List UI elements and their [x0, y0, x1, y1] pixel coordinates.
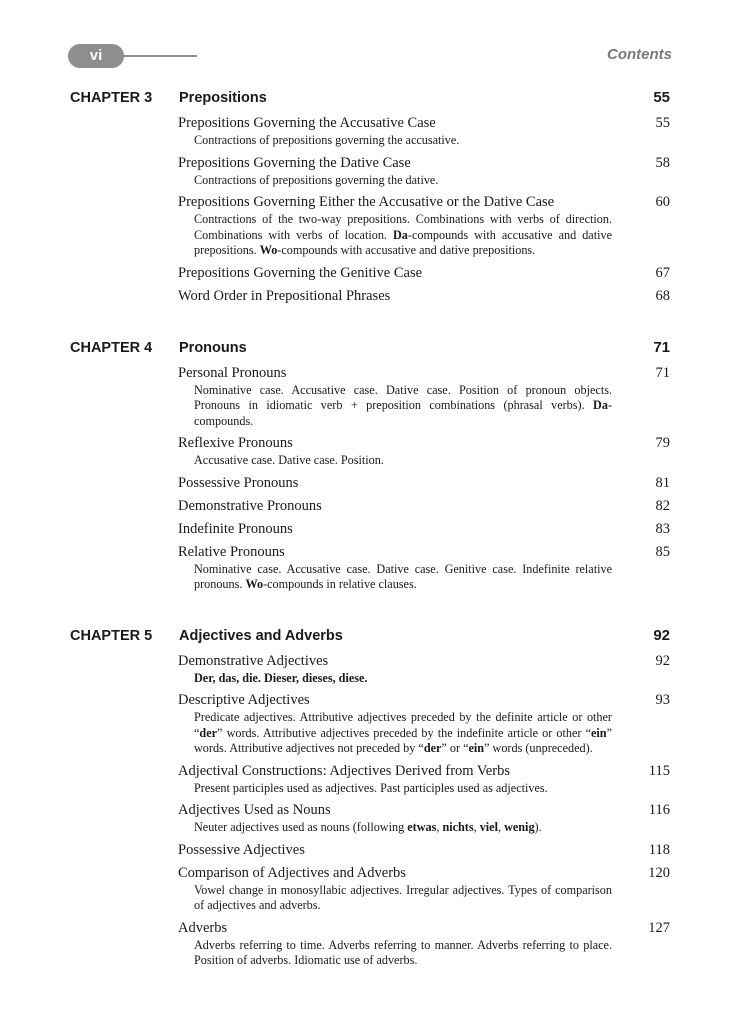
description-text: Present participles used as adjectives. Past participles used as adjectives. — [194, 780, 548, 795]
entry-title: Demonstrative Adjectives — [178, 652, 329, 669]
description-text: Neuter adjectives used as nouns (following — [194, 820, 408, 834]
toc-entry — [178, 287, 670, 305]
chapter-label: CHAPTER 5 — [70, 627, 153, 644]
toc-entry — [178, 264, 670, 282]
entry-title: Word Order in Prepositional Phrases — [178, 287, 391, 304]
bold-term: Da — [593, 398, 608, 412]
entry-row — [178, 154, 670, 172]
entry-row — [178, 864, 670, 882]
entry-title: Possessive Adjectives — [178, 841, 305, 858]
entry-page-number: 79 — [655, 435, 670, 451]
entry-title: Reflexive Pronouns — [178, 435, 293, 451]
description-text: ” words (unpreceded). — [484, 741, 593, 755]
page-number-badge: vi — [68, 44, 124, 68]
page-header — [68, 44, 672, 68]
toc-entry — [178, 520, 670, 538]
entry-page-number: 83 — [655, 520, 670, 537]
entry-description — [194, 212, 612, 259]
entry-page-number: 85 — [655, 543, 670, 560]
toc-entry — [178, 497, 670, 515]
entry-title: Demonstrative Pronouns — [178, 497, 322, 514]
chapter-page-number: 71 — [653, 338, 670, 356]
toc-entry — [178, 762, 670, 797]
entry-title: Relative Pronouns — [178, 543, 285, 560]
entry-title: Prepositions Governing the Accusative Case — [178, 115, 436, 131]
chapter-label: CHAPTER 3 — [70, 90, 153, 106]
entry-description — [194, 383, 612, 430]
entry-description — [194, 883, 612, 914]
toc-entry — [178, 114, 670, 149]
description-text: Contractions of the two-way prepositions. Combinations with verbs of direction. Combinations with verbs of location. — [194, 212, 612, 242]
description-text: , — [436, 820, 443, 834]
bold-term: ein — [591, 725, 607, 740]
entry-row — [178, 474, 670, 492]
toc-entry — [178, 543, 670, 593]
entry-page-number: 120 — [648, 864, 670, 881]
entry-row — [178, 801, 670, 819]
entry-page-number: 92 — [655, 652, 670, 669]
entry-row — [178, 114, 670, 132]
entry-description — [194, 781, 612, 797]
toc-entry — [178, 434, 670, 469]
chapter-page-number: 92 — [653, 626, 670, 644]
entry-page-number: 115 — [648, 762, 670, 779]
description-text: Predicate adjectives. Attributive adjectives preceded by the definite article or other “ — [194, 710, 612, 740]
chapter-heading — [70, 339, 670, 361]
description-text: Vowel change in monosyllabic adjectives. Irregular adjectives. Types of comparison of adjectives and adverbs. — [194, 882, 612, 912]
entry-page-number: 67 — [655, 264, 670, 281]
entry-description — [194, 820, 612, 836]
entry-row — [178, 193, 670, 211]
description-text: Contractions of prepositions governing the accusative. — [194, 133, 460, 147]
entry-row — [178, 497, 670, 515]
bold-term: Wo — [259, 243, 278, 257]
chapter-section — [70, 89, 670, 305]
bold-term: der — [423, 741, 442, 755]
chapter-section — [70, 339, 670, 593]
bold-term: ein — [468, 741, 485, 755]
description-text: -compounds with accusative and dative prepositions. — [277, 243, 536, 257]
description-text: -compounds in relative clauses. — [263, 577, 417, 591]
toc-entry — [178, 801, 670, 836]
toc-entry — [178, 864, 670, 914]
chapter-heading — [70, 627, 670, 649]
entry-description — [194, 562, 612, 593]
description-text: ” or “ — [441, 741, 469, 755]
table-of-contents — [70, 89, 670, 974]
entry-row — [178, 841, 670, 859]
entry-description — [194, 453, 612, 469]
entry-page-number: 82 — [655, 497, 670, 514]
entry-page-number: 55 — [655, 115, 670, 131]
chapter-section — [70, 627, 670, 969]
entry-list — [178, 652, 670, 969]
toc-entry — [178, 841, 670, 859]
entry-list — [178, 114, 670, 305]
description-text: ” words. Attributive adjectives preceded by the indefinite article or other “ — [217, 725, 591, 740]
running-title: Contents — [607, 46, 672, 63]
chapter-label: CHAPTER 4 — [70, 339, 153, 356]
entry-description — [194, 173, 612, 189]
entry-page-number: 93 — [655, 692, 670, 708]
entry-row — [178, 520, 670, 538]
description-text: -compounds with accusative and dative prepositions. — [194, 227, 612, 257]
entry-title: Prepositions Governing the Dative Case — [178, 154, 411, 171]
entry-description — [194, 133, 612, 149]
bold-term: der — [199, 725, 218, 740]
description-text: ). — [534, 820, 542, 834]
bold-term: Da — [392, 227, 408, 242]
description-text: Adverbs referring to time. Adverbs referring to manner. Adverbs referring to place. Position of adverbs. Idiomatic use of adverbs. — [194, 937, 612, 967]
entry-row — [178, 919, 670, 937]
entry-title: Indefinite Pronouns — [178, 520, 293, 537]
entry-list — [178, 364, 670, 593]
description-text: Accusative case. Dative case. Position. — [194, 453, 384, 467]
chapter-heading — [70, 89, 670, 111]
bold-term: Der, das, die. Dieser, dieses, diese. — [194, 670, 368, 685]
header-rule — [122, 55, 197, 57]
toc-entry — [178, 154, 670, 189]
entry-title: Possessive Pronouns — [178, 474, 299, 491]
description-text: Nominative case. Accusative case. Dative case. Position of pronoun objects. Pronouns in idiomatic verb + preposition combinations (phrasal verbs). — [194, 382, 612, 412]
entry-page-number: 127 — [648, 919, 670, 936]
toc-entry — [178, 474, 670, 492]
description-text: -compounds. — [194, 398, 612, 428]
toc-entry — [178, 652, 670, 687]
entry-row — [178, 543, 670, 561]
entry-page-number: 116 — [648, 802, 670, 818]
chapter-title: Adjectives and Adverbs — [179, 627, 343, 644]
entry-title: Prepositions Governing the Genitive Case — [178, 264, 423, 281]
entry-title: Adjectival Constructions: Adjectives Derived from Verbs — [178, 762, 510, 779]
toc-entry — [178, 364, 670, 430]
description-text: Contractions of prepositions governing the dative. — [194, 172, 439, 187]
toc-entry — [178, 919, 670, 969]
entry-title: Comparison of Adjectives and Adverbs — [178, 864, 406, 881]
bold-term: Wo — [245, 577, 264, 591]
description-text: Nominative case. Accusative case. Dative case. Genitive case. Indefinite relative pronouns. — [194, 561, 612, 591]
description-text: , — [473, 820, 480, 834]
entry-row — [178, 652, 670, 670]
toc-entry — [178, 193, 670, 259]
chapter-title: Pronouns — [179, 339, 247, 356]
description-text: ” words. Attributive adjectives not preceded by “ — [194, 725, 612, 755]
entry-description — [194, 671, 612, 687]
bold-term: viel — [479, 820, 498, 834]
entry-row — [178, 264, 670, 282]
description-text: , — [497, 820, 505, 834]
entry-row — [178, 434, 670, 452]
entry-title: Prepositions Governing Either the Accusative or the Dative Case — [178, 194, 555, 210]
entry-page-number: 71 — [655, 364, 670, 381]
entry-page-number: 118 — [648, 841, 670, 858]
entry-page-number: 60 — [655, 194, 670, 210]
entry-page-number: 81 — [655, 474, 670, 491]
entry-page-number: 68 — [655, 287, 670, 304]
entry-page-number: 58 — [655, 154, 670, 171]
entry-row — [178, 287, 670, 305]
entry-title: Descriptive Adjectives — [178, 692, 310, 708]
bold-term: nichts — [442, 820, 474, 834]
entry-description — [194, 938, 612, 969]
entry-title: Adverbs — [178, 919, 228, 936]
chapter-page-number: 55 — [653, 89, 670, 106]
entry-row — [178, 691, 670, 709]
chapter-title: Prepositions — [179, 90, 267, 106]
entry-title: Personal Pronouns — [178, 364, 287, 381]
toc-entry — [178, 691, 670, 757]
bold-term: etwas — [407, 820, 437, 834]
entry-title: Adjectives Used as Nouns — [178, 802, 331, 818]
entry-row — [178, 364, 670, 382]
entry-description — [194, 710, 612, 757]
bold-term: wenig — [504, 820, 535, 834]
entry-row — [178, 762, 670, 780]
